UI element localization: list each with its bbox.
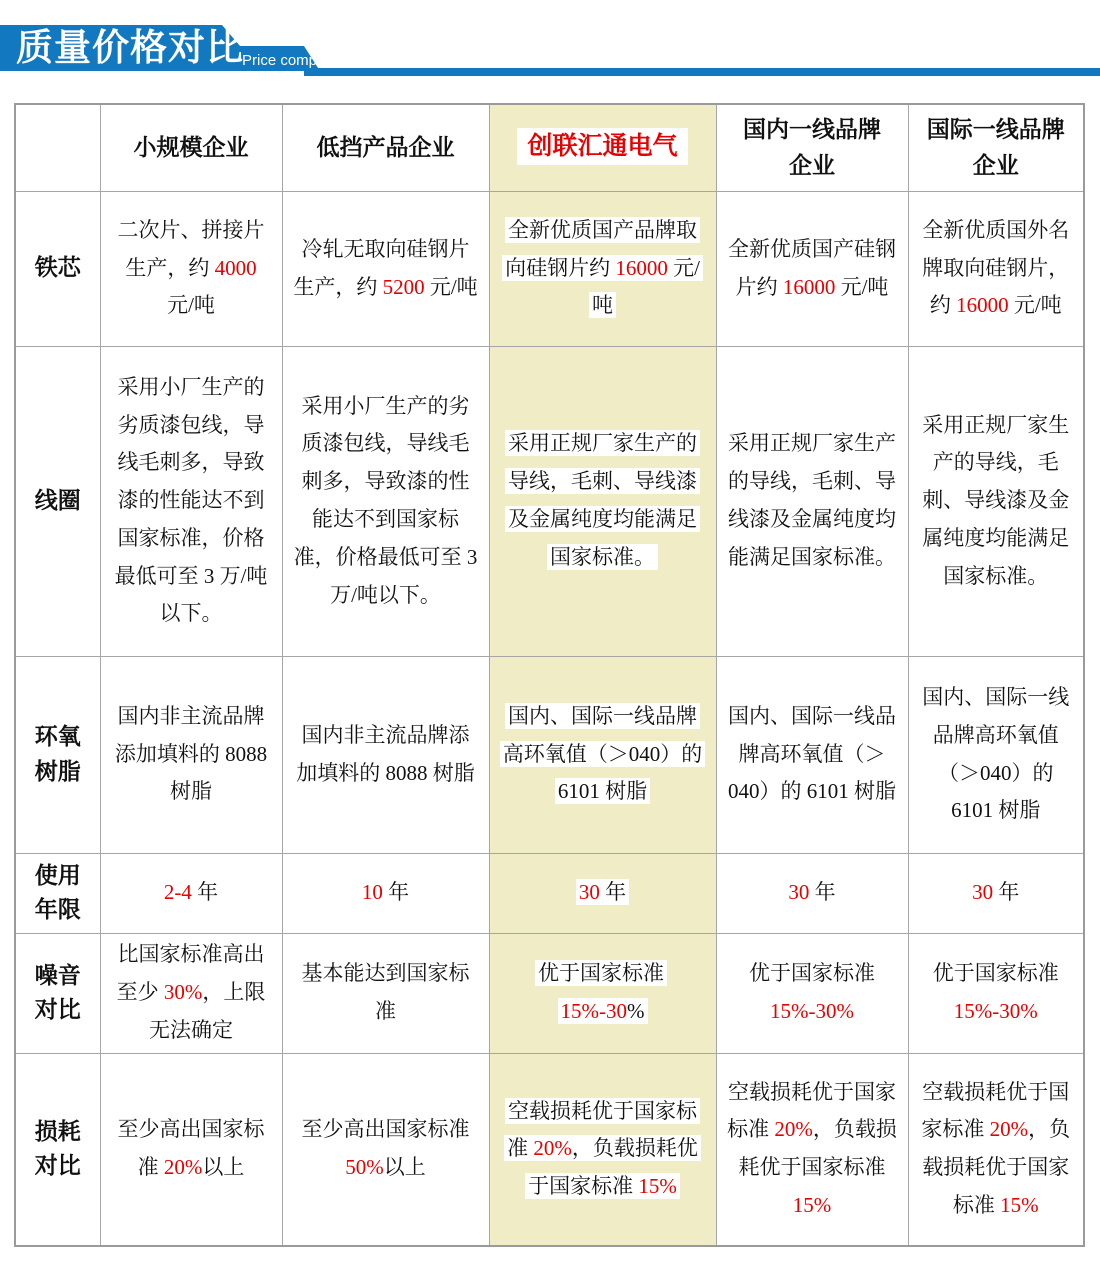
emphasis-value: 15% — [638, 1174, 677, 1199]
table-cell — [908, 191, 1084, 346]
row-label: 损耗对比 — [15, 1053, 100, 1246]
emphasis-value: 15%-30% — [953, 999, 1038, 1023]
emphasis-value: 16000 — [615, 255, 668, 280]
table-cell — [100, 191, 282, 346]
emphasis-value: 30 — [578, 880, 600, 905]
cell-text-segment: 年 — [993, 880, 1020, 905]
cell-text-segment: 国内、国际一线品牌高环氧值（＞040）的 6101 树脂 — [922, 684, 1070, 823]
cell-text-segment: 全新优质国产品牌取向硅钢片约 — [505, 217, 697, 280]
column-header: 小规模企业 — [100, 104, 282, 191]
table-cell — [489, 853, 716, 933]
table-cell — [908, 853, 1084, 933]
table-cell — [716, 346, 908, 656]
cell-text — [788, 880, 835, 904]
cell-text-segment: 比国家标准高出至少 — [116, 942, 265, 1005]
table-cell — [100, 656, 282, 853]
emphasis-value: 15%-30% — [770, 999, 854, 1023]
column-header: 国际一线品牌企业 — [908, 104, 1084, 191]
table-cell — [716, 191, 908, 346]
cell-text-segment: 以上 — [383, 1155, 426, 1180]
emphasis-value: 16000 — [956, 293, 1009, 318]
cell-text-segment: 国内、国际一线品牌高环氧值（＞040）的 6101 树脂 — [502, 703, 703, 804]
cell-text — [296, 723, 475, 785]
cell-text — [728, 237, 896, 299]
page-title: 质量价格对比 — [16, 27, 244, 68]
table-body — [15, 191, 1084, 1246]
page-subtitle: Price comparison — [242, 52, 358, 69]
table-cell — [908, 1053, 1084, 1246]
cell-text — [115, 704, 267, 804]
cell-text-segment: 年 — [191, 880, 219, 905]
cell-text — [117, 942, 266, 1042]
cell-text-segment: 国内非主流品牌添加填料的 8088 树脂 — [296, 722, 475, 785]
cell-text — [728, 704, 896, 804]
table-row — [15, 853, 1084, 933]
table-cell — [282, 346, 489, 656]
table-cell — [282, 1053, 489, 1246]
emphasis-value: 30 — [788, 880, 810, 905]
emphasis-value: 20% — [533, 1136, 572, 1161]
cell-text — [504, 1098, 701, 1200]
cell-text — [294, 394, 478, 607]
table-cell — [282, 853, 489, 933]
emphasis-value: 16000 — [782, 274, 836, 299]
emphasis-value: 20% — [163, 1155, 203, 1180]
emphasis-value: 15% — [792, 1193, 832, 1218]
table-cell — [282, 656, 489, 853]
cell-text-segment: 空载损耗优于国家标准 — [727, 1079, 896, 1142]
cell-text-segment: ，负载损耗优于国家标准 — [738, 1117, 897, 1180]
table-cell — [716, 656, 908, 853]
cell-text-segment: 元/吨 — [424, 274, 478, 299]
table-head — [15, 104, 1084, 191]
cell-text-segment: ，上限无法确定 — [149, 980, 266, 1042]
cell-text — [505, 430, 700, 569]
column-header — [489, 104, 716, 191]
cell-text — [118, 1117, 265, 1179]
cell-text-segment: % — [627, 999, 645, 1023]
row-label: 噪音对比 — [15, 933, 100, 1053]
emphasis-value: 30 — [972, 880, 994, 905]
cell-text-segment: 国内、国际一线品牌高环氧值（＞040）的 6101 树脂 — [728, 703, 896, 804]
emphasis-value: 15% — [1000, 1193, 1039, 1218]
table-cell — [716, 1053, 908, 1246]
table-row — [15, 346, 1084, 656]
row-label: 环氧树脂 — [15, 656, 100, 853]
comparison-table — [14, 103, 1085, 1247]
table-row — [15, 1053, 1084, 1246]
cell-text-segment: 以上 — [202, 1155, 245, 1180]
emphasis-value: 20% — [774, 1117, 813, 1142]
cell-text — [727, 1080, 897, 1217]
cell-text — [933, 961, 1059, 1023]
cell-text — [972, 880, 1019, 904]
cell-text — [728, 431, 896, 568]
cell-text — [576, 879, 629, 905]
table-cell — [908, 656, 1084, 853]
cell-text-segment: 冷轧无取向硅钢片生产，约 — [293, 236, 470, 299]
cell-text — [118, 218, 265, 318]
cell-text-segment: 空载损耗优于国家标准 — [507, 1098, 697, 1161]
row-label: 线圈 — [15, 346, 100, 656]
table-cell — [489, 1053, 716, 1246]
cell-text-segment: 优于国家标准 — [749, 961, 875, 986]
cell-text-segment: 优于国家标准 — [932, 961, 1059, 986]
cell-text-segment: 年 — [809, 880, 836, 905]
cell-text — [362, 880, 409, 904]
emphasis-value: 15%-30 — [560, 999, 627, 1023]
column-header: 低挡产品企业 — [282, 104, 489, 191]
cell-text — [302, 961, 470, 1023]
cell-text-segment: 元/吨 — [592, 255, 700, 318]
emphasis-value: 10 — [361, 880, 383, 905]
table-cell — [282, 933, 489, 1053]
cell-text — [921, 1080, 1070, 1217]
table-cell — [100, 933, 282, 1053]
cell-text-segment: ，负载损耗优于国家标准 — [528, 1136, 698, 1199]
table-cell — [908, 933, 1084, 1053]
cell-text-segment: 全新优质国外名牌取向硅钢片，约 — [922, 217, 1070, 318]
cell-text — [500, 703, 706, 805]
table-cell — [489, 933, 716, 1053]
emphasis-value: 2-4 — [163, 880, 192, 905]
table-cell — [716, 933, 908, 1053]
cell-text — [535, 960, 667, 1024]
cell-text-segment: ，负载损耗优于国家标准 — [922, 1117, 1071, 1218]
table-cell — [489, 656, 716, 853]
cell-text-segment: 至少高出国家标准 — [117, 1117, 265, 1180]
cell-text-segment: 采用正规厂家生产的导线，毛刺、导线漆及金属纯度均能满足国家标准。 — [728, 431, 896, 569]
table-row — [15, 656, 1084, 853]
corner-cell — [15, 104, 100, 191]
cell-text — [922, 413, 1069, 588]
cell-text-segment: 采用正规厂家生产的导线，毛刺、导线漆及金属纯度均能满足国家标准。 — [922, 412, 1070, 588]
column-header: 国内一线品牌企业 — [716, 104, 908, 191]
table-cell — [716, 853, 908, 933]
emphasis-value: 30% — [163, 980, 203, 1005]
table-cell — [100, 1053, 282, 1246]
cell-text-segment: 全新优质国产硅钢片约 — [728, 236, 896, 299]
cell-text-segment: 二次片、拼接片生产，约 — [117, 217, 265, 280]
cell-text-segment: 采用小厂生产的劣质漆包线，导线毛刺多，导致漆的性能达不到国家标准，价格最低可至 3 万/吨以下。 — [293, 393, 478, 607]
banner-blue-strip — [304, 68, 1100, 76]
table-cell — [282, 191, 489, 346]
table-cell — [100, 346, 282, 656]
cell-text-segment: 空载损耗优于国家标准 — [921, 1079, 1070, 1142]
table-row — [15, 933, 1084, 1053]
table-cell — [100, 853, 282, 933]
cell-text — [164, 880, 218, 904]
table-row — [15, 191, 1084, 346]
table-cell — [908, 346, 1084, 656]
emphasis-value: 5200 — [382, 274, 425, 299]
cell-text — [502, 217, 703, 319]
cell-text-segment: 元/吨 — [835, 274, 889, 299]
table-cell — [489, 346, 716, 656]
cell-text-segment: 采用正规厂家生产的导线，毛刺、导线漆及金属纯度均能满足国家标准。 — [508, 431, 697, 569]
row-label: 使用年限 — [15, 853, 100, 933]
emphasis-value: 4000 — [214, 255, 257, 280]
cell-text-segment: 国内非主流品牌添加填料的 8088 树脂 — [114, 703, 268, 804]
brand-name-highlight: 创联汇通电气 — [517, 128, 687, 165]
cell-text — [922, 685, 1069, 822]
cell-text-segment: 基本能达到国家标准 — [301, 961, 470, 1023]
cell-text-segment: 年 — [599, 880, 627, 905]
cell-text-segment: 元/吨 — [167, 293, 215, 318]
cell-text-segment: 优于国家标准 — [538, 961, 664, 986]
header-row — [15, 104, 1084, 191]
emphasis-value: 20% — [989, 1117, 1029, 1142]
cell-text — [293, 237, 477, 299]
cell-text — [749, 961, 875, 1023]
cell-text — [115, 375, 268, 626]
emphasis-value: 50% — [345, 1155, 384, 1180]
table-cell — [489, 191, 716, 346]
header-banner — [0, 25, 1100, 77]
cell-text-segment: 采用小厂生产的劣质漆包线，导线毛刺多，导致漆的性能达不到国家标准，价格最低可至 3 万/吨以下。 — [114, 374, 268, 626]
cell-text-segment: 元/吨 — [1008, 293, 1062, 318]
row-label: 铁芯 — [15, 191, 100, 346]
cell-text-segment: 至少高出国家标准 — [301, 1117, 470, 1142]
cell-text — [922, 218, 1069, 318]
cell-text — [302, 1117, 470, 1179]
cell-text-segment: 年 — [382, 880, 410, 905]
